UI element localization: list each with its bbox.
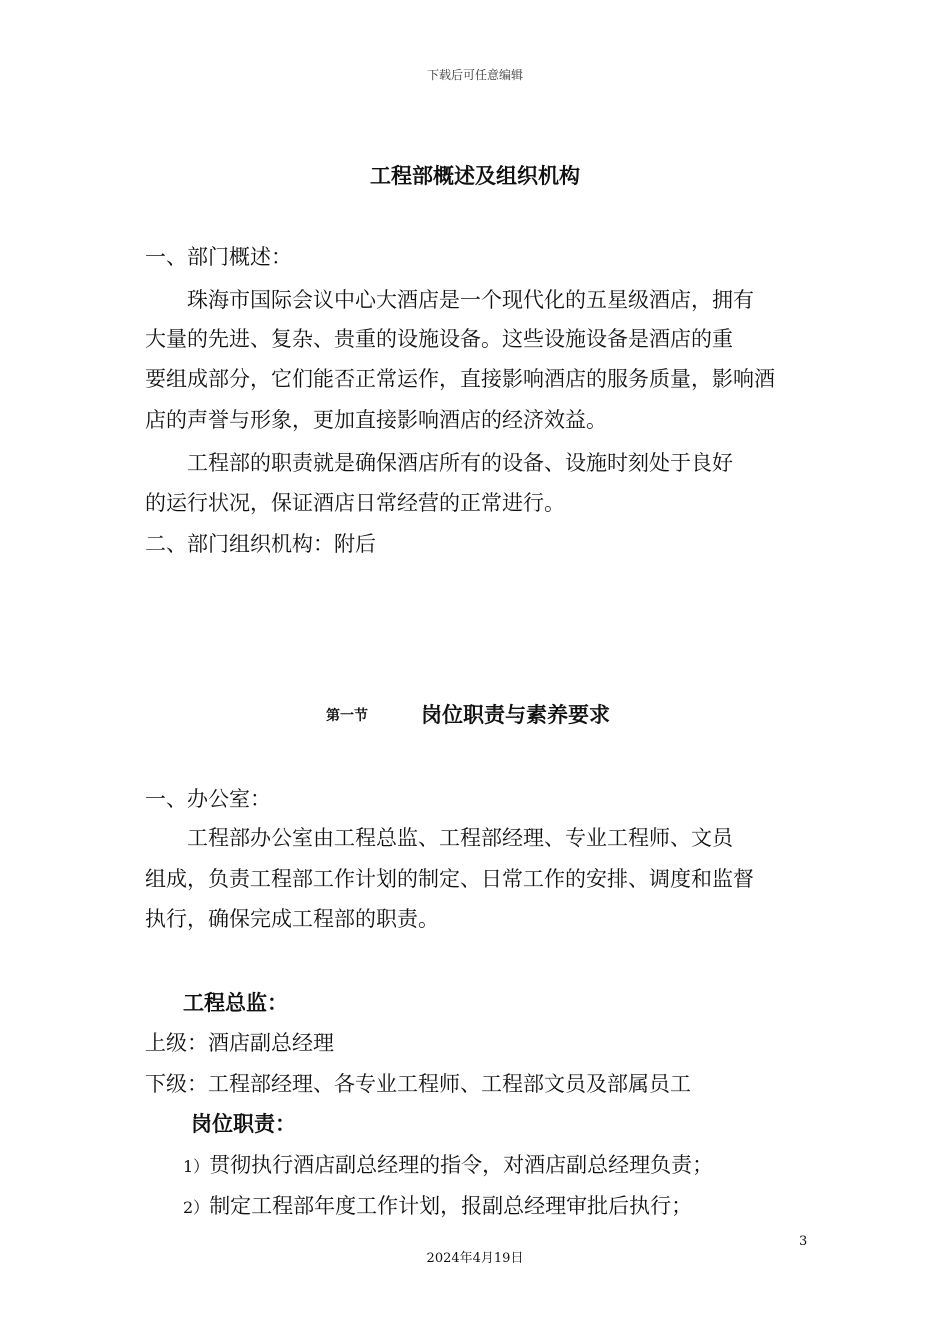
page-number: 3	[799, 1234, 808, 1249]
paragraph-line: 珠海市国际会议中心大酒店是一个现代化的五星级酒店，拥有	[145, 288, 754, 312]
role-title: 工程总监：	[183, 990, 288, 1015]
section-heading-organization: 二、部门组织机构：附后	[145, 532, 376, 556]
paragraph-line: 大量的先进、复杂、贵重的设施设备。这些设施设备是酒店的重	[145, 327, 733, 351]
superior-line: 上级：酒店副总经理	[145, 1031, 334, 1055]
duty-item	[183, 1150, 713, 1182]
section-heading-overview: 一、部门概述：	[145, 245, 292, 269]
duty-text: 制定工程部年度工作计划，报副总经理审批后执行；	[209, 1194, 693, 1218]
subordinate-line: 下级：工程部经理、各专业工程师、工程部文员及部属员工	[145, 1072, 691, 1096]
paragraph-line: 的运行状况，保证酒店日常经营的正常进行。	[145, 491, 565, 515]
duties-heading: 岗位职责：	[191, 1111, 296, 1136]
section-number-label: 第一节	[326, 708, 368, 724]
paragraph-line: 组成，负责工程部工作计划的制定、日常工作的安排、调度和监督	[145, 867, 754, 891]
office-heading: 一、办公室：	[145, 787, 271, 811]
page-header-note: 下载后可任意编辑	[426, 68, 523, 82]
paragraph-line: 店的声誉与形象，更加直接影响酒店的经济效益。	[145, 408, 607, 432]
duty-item	[183, 1191, 692, 1223]
paragraph-line: 工程部的职责就是确保酒店所有的设备、设施时刻处于良好	[145, 451, 733, 475]
duty-number: 1）	[183, 1157, 210, 1176]
paragraph-line: 执行，确保完成工程部的职责。	[145, 907, 439, 931]
duty-number: 2）	[183, 1198, 210, 1217]
paragraph-line: 要组成部分，它们能否正常运作，直接影响酒店的服务质量，影响酒	[145, 367, 775, 391]
paragraph-line: 工程部办公室由工程总监、工程部经理、专业工程师、文员	[145, 826, 733, 850]
section-title: 岗位职责与素养要求	[421, 702, 610, 727]
duty-text: 贯彻执行酒店副总经理的指令，对酒店副总经理负责；	[209, 1153, 714, 1177]
footer-date: 2024年4月19日	[426, 1251, 524, 1266]
document-title: 工程部概述及组织机构	[370, 163, 580, 188]
